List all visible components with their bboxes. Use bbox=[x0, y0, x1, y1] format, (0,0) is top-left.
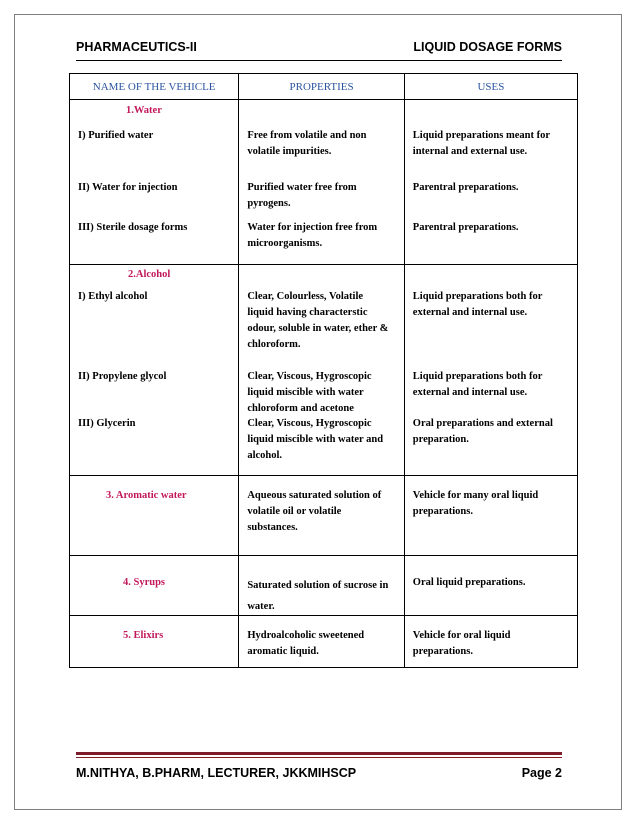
table-row-aromatic bbox=[70, 476, 578, 556]
property-text: Clear, Viscous, Hygroscopic liquid miscible with water chloroform and acetone bbox=[247, 371, 372, 414]
page-number: Page 2 bbox=[521, 766, 562, 780]
property-text: Clear, Viscous, Hygroscopic liquid miscible with water and alcohol. bbox=[247, 418, 384, 461]
section-title-water: 1.Water bbox=[126, 105, 162, 116]
vehicle-name: II) Water for injection bbox=[78, 182, 178, 193]
column-header-name: NAME OF THE VEHICLE bbox=[70, 74, 239, 100]
property-text: Aqueous saturated solution of volatile oil or volatile substances. bbox=[247, 490, 382, 533]
table-row-water bbox=[70, 100, 578, 265]
page-footer bbox=[76, 764, 562, 784]
property-text: Hydroalcoholic sweetened aromatic liquid. bbox=[247, 630, 365, 657]
use-text: Liquid preparations both for external and internal use. bbox=[412, 371, 543, 398]
vehicles-table bbox=[69, 73, 578, 668]
vehicle-name: III) Glycerin bbox=[78, 418, 136, 429]
use-text: Vehicle for many oral liquid preparations. bbox=[412, 490, 539, 517]
table-row-alcohol bbox=[70, 265, 578, 476]
table-header-row bbox=[70, 74, 578, 100]
use-text: Liquid preparations meant for internal and external use. bbox=[412, 130, 550, 157]
footer-rule-thin bbox=[76, 757, 562, 758]
column-header-properties: PROPERTIES bbox=[239, 74, 404, 100]
table-row-syrups bbox=[70, 556, 578, 616]
use-text: Oral liquid preparations. bbox=[412, 577, 526, 588]
section-title-alcohol: 2.Alcohol bbox=[128, 269, 171, 280]
section-title-elixirs: 5. Elixirs bbox=[123, 630, 164, 641]
page-header bbox=[76, 38, 562, 58]
property-text: Purified water free from pyrogens. bbox=[247, 182, 357, 209]
vehicle-name: III) Sterile dosage forms bbox=[78, 222, 188, 233]
property-text: Clear, Colourless, Volatile liquid having characterstic odour, soluble in water, ether & chloroform. bbox=[247, 291, 389, 350]
property-text: Water for injection free from microorganisms. bbox=[247, 222, 378, 249]
header-topic: LIQUID DOSAGE FORMS bbox=[413, 40, 562, 54]
column-header-uses: USES bbox=[404, 74, 577, 100]
property-text: Free from volatile and non volatile impurities. bbox=[247, 130, 367, 157]
property-text: Saturated solution of sucrose in water. bbox=[247, 580, 389, 612]
footer-rule-thick bbox=[76, 752, 562, 755]
header-rule bbox=[76, 60, 562, 61]
vehicle-name: I) Ethyl alcohol bbox=[78, 291, 148, 302]
use-text: Parentral preparations. bbox=[412, 222, 519, 233]
section-title-syrups: 4. Syrups bbox=[123, 577, 166, 588]
header-subject: PHARMACEUTICS-II bbox=[76, 40, 197, 54]
use-text: Parentral preparations. bbox=[412, 182, 519, 193]
use-text: Oral preparations and external preparation. bbox=[412, 418, 553, 445]
vehicle-name: II) Propylene glycol bbox=[78, 371, 167, 382]
use-text: Vehicle for oral liquid preparations. bbox=[412, 630, 511, 657]
table-row-elixirs bbox=[70, 616, 578, 668]
vehicle-name: I) Purified water bbox=[78, 130, 154, 141]
section-title-aromatic: 3. Aromatic water bbox=[106, 490, 187, 501]
footer-author: M.NITHYA, B.PHARM, LECTURER, JKKMIHSCP bbox=[76, 766, 357, 780]
use-text: Liquid preparations both for external and internal use. bbox=[412, 291, 543, 318]
